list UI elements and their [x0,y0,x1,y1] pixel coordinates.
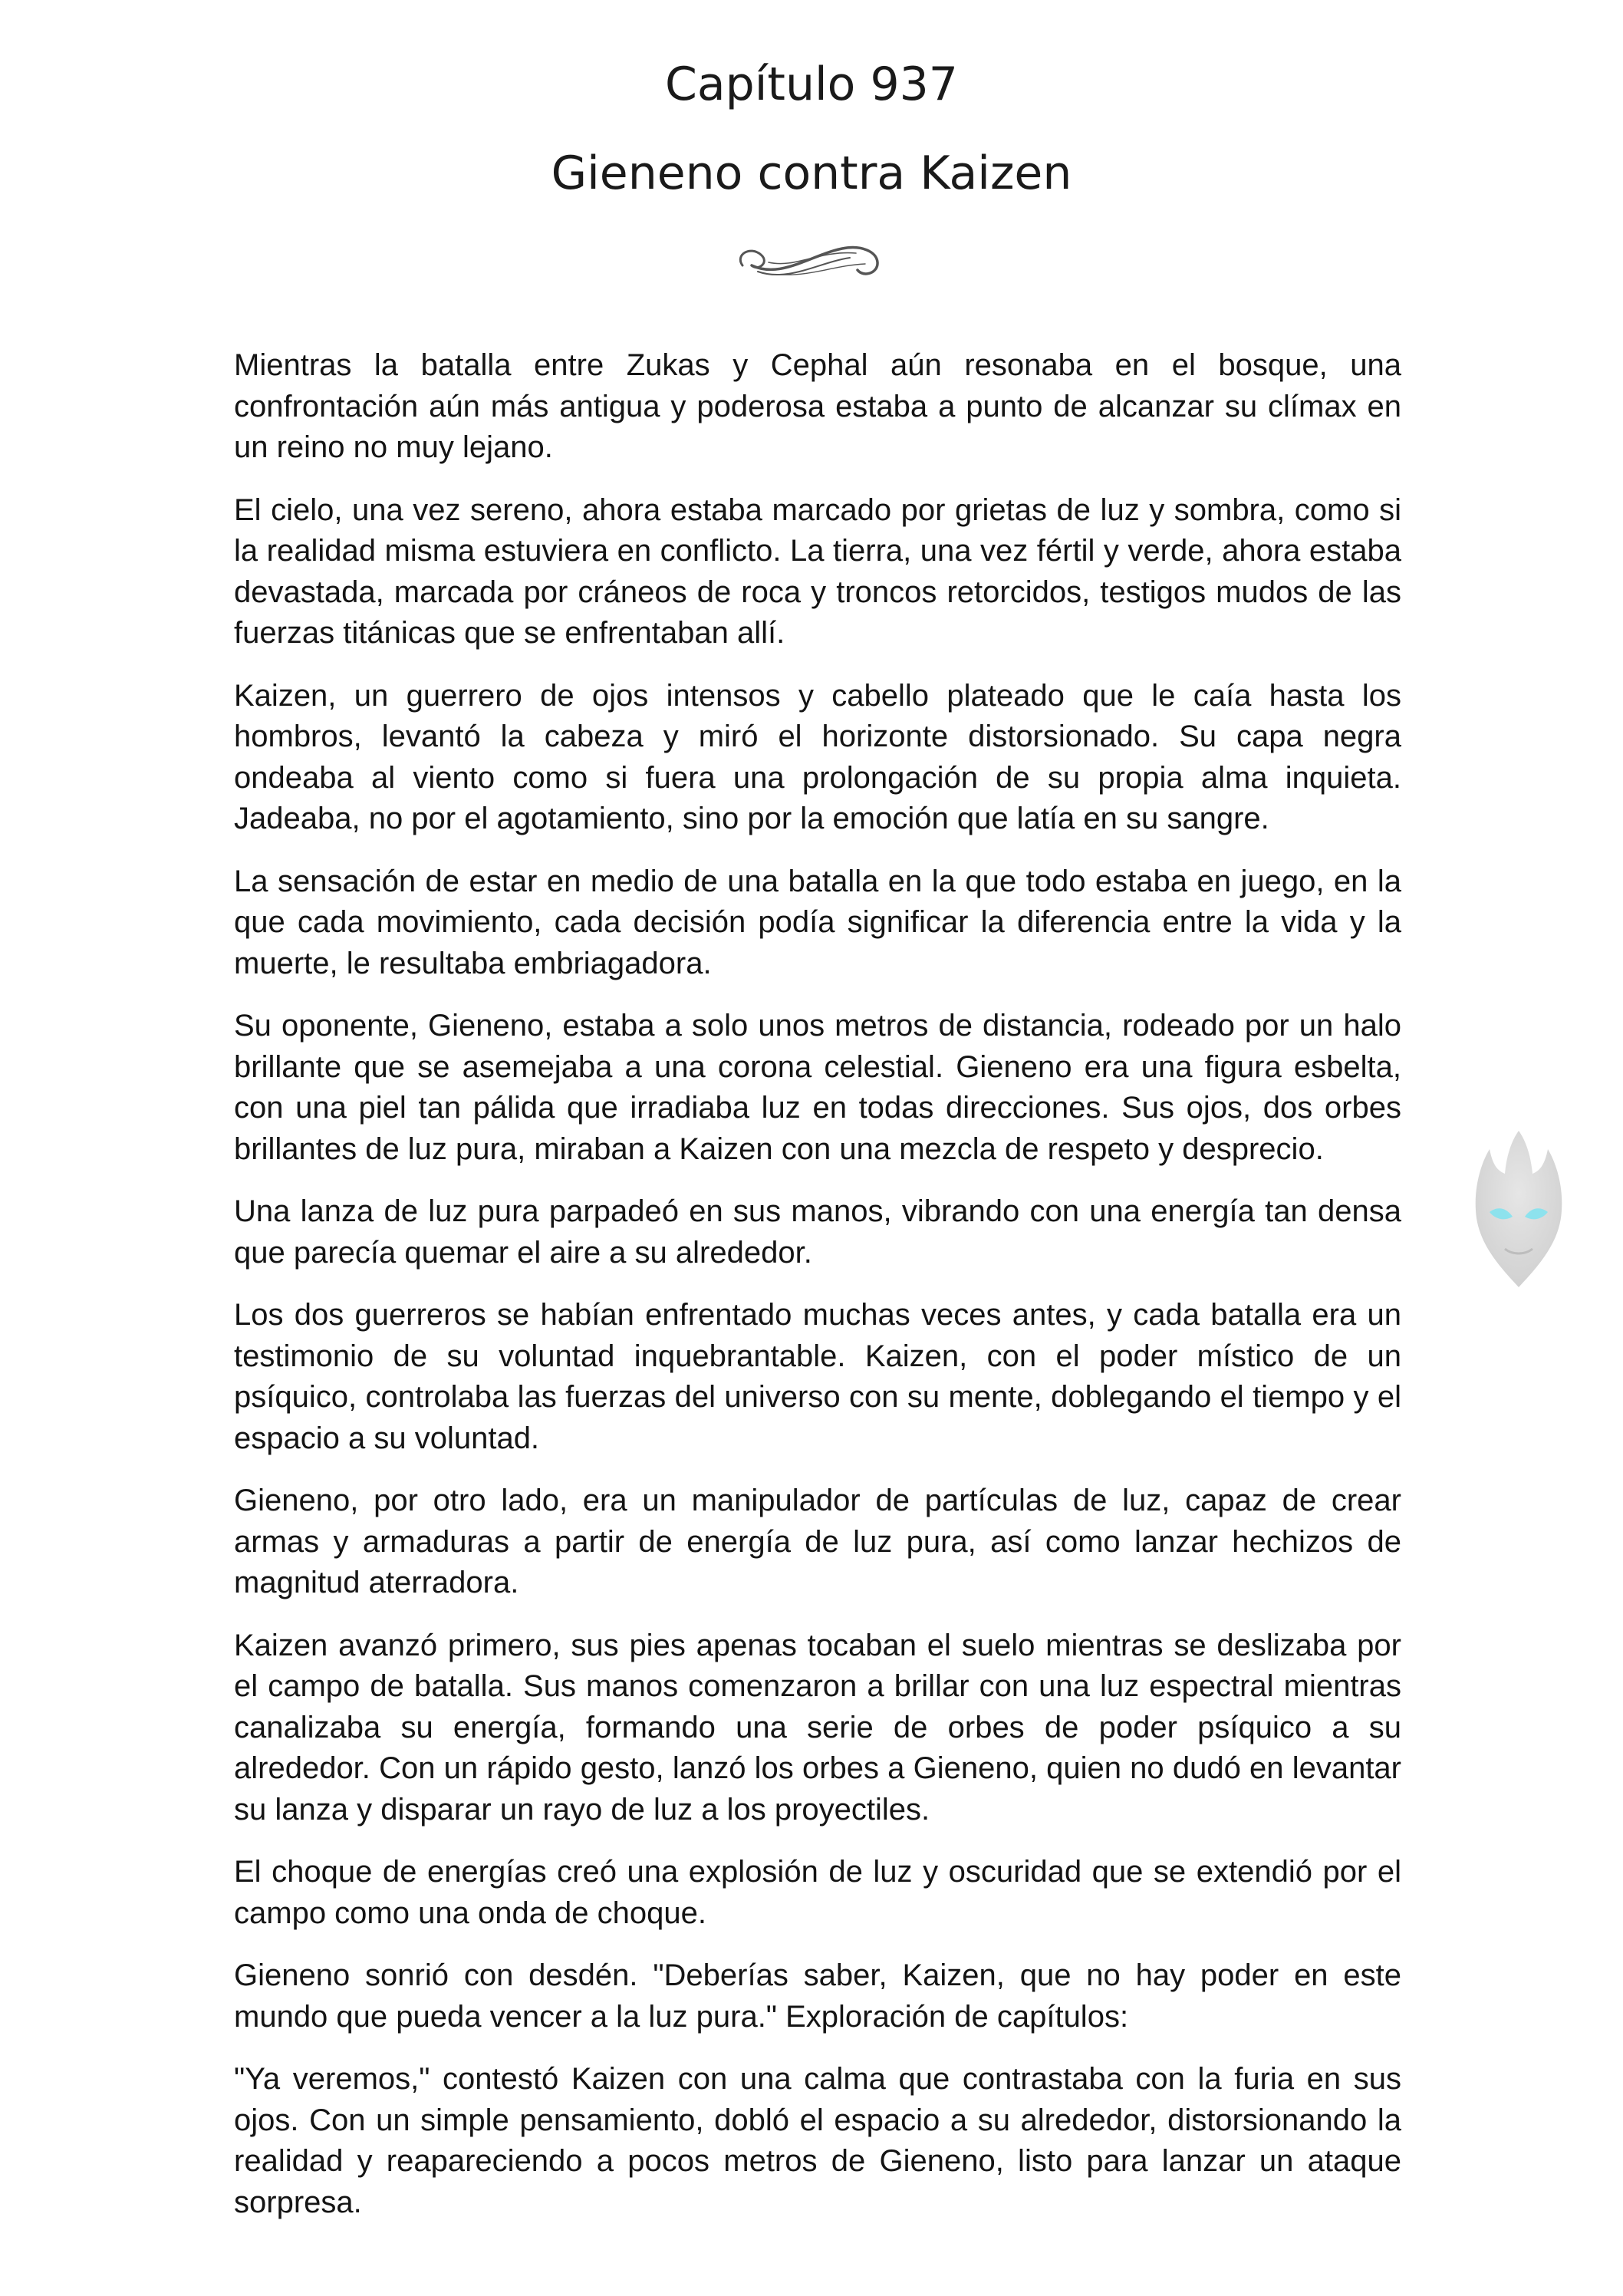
demon-head-watermark-icon [1467,1126,1571,1295]
paragraph: Kaizen avanzó primero, sus pies apenas tocaban el suelo mientras se deslizaba por el campo de batalla. Sus manos comenzaron a brillar con una luz espectral mientras canalizaba su energía, formando una serie de orbes de poder psíquico a su alrededor. Con un rápido gesto, lanzó los orbes a Gieneno, quien no dudó en levantar su lanza y disparar un rayo de luz a los proyectiles. [234,1628,1401,1827]
paragraph: Una lanza de luz pura parpadeó en sus manos, vibrando con una energía tan densa que parecía quemar el aire a su alrededor. [234,1194,1401,1270]
chapter-body [234,345,1401,2245]
paragraph: Mientras la batalla entre Zukas y Cephal aún resonaba en el bosque, una confrontación aún más antigua y poderosa estaba a punto de alcanzar su clímax en un reino no muy lejano. [234,348,1401,464]
flourish-divider-icon [727,232,896,293]
chapter-header [0,40,1623,293]
chapter-title: Gieneno contra Kaizen [551,147,1072,200]
paragraph: La sensación de estar en medio de una batalla en la que todo estaba en juego, en la que cada movimiento, cada decisión podía significar la diferencia entre la vida y la muerte, le resultaba embriagadora. [234,864,1401,980]
paragraph: El cielo, una vez sereno, ahora estaba marcado por grietas de luz y sombra, como si la realidad misma estuviera en conflicto. La tierra, una vez fértil y verde, ahora estaba devastada, marcada por cráneos de roca y troncos retorcidos, testigos mudos de las fuerzas titánicas que se enfrentaban allí. [234,492,1401,650]
paragraph: Los dos guerreros se habían enfrentado muchas veces antes, y cada batalla era un testimonio de su voluntad inquebrantable. Kaizen, con el poder místico de un psíquico, controlaba las fuerzas del universo con su mente, doblegando el tiempo y el espacio a su voluntad. [234,1298,1401,1455]
paragraph: Kaizen, un guerrero de ojos intensos y cabello plateado que le caía hasta los hombros, levantó la cabeza y miró el horizonte distorsionado. Su capa negra ondeaba al viento como si fuera una prolongación de su propia alma inquieta. Jadeaba, no por el agotamiento, sino por la emoción que latía en su sangre. [234,678,1401,835]
paragraph: "Ya veremos," contestó Kaizen con una calma que contrastaba con la furia en sus ojos. Con un simple pensamiento, dobló el espacio a su alrededor, distorsionando la realidad y reapareciendo a pocos metros de Gieneno, listo para lanzar un ataque sorpresa. [234,2062,1401,2219]
chapter-number: Capítulo 937 [665,58,958,111]
paragraph: Gieneno sonrió con desdén. "Deberías saber, Kaizen, que no hay poder en este mundo que pueda vencer a la luz pura." Exploración de capítulos: [234,1958,1401,2034]
paragraph: El choque de energías creó una explosión de luz y oscuridad que se extendió por el campo como una onda de choque. [234,1855,1401,1930]
paragraph: Su oponente, Gieneno, estaba a solo unos metros de distancia, rodeado por un halo brillante que se asemejaba a una corona celestial. Gieneno era una figura esbelta, con una piel tan pálida que irradiaba luz en todas direcciones. Sus ojos, dos orbes brillantes de luz pura, miraban a Kaizen con una mezcla de respeto y desprecio. [234,1009,1401,1166]
paragraph: Gieneno, por otro lado, era un manipulador de partículas de luz, capaz de crear armas y armaduras a partir de energía de luz pura, así como lanzar hechizos de magnitud aterradora. [234,1484,1401,1599]
